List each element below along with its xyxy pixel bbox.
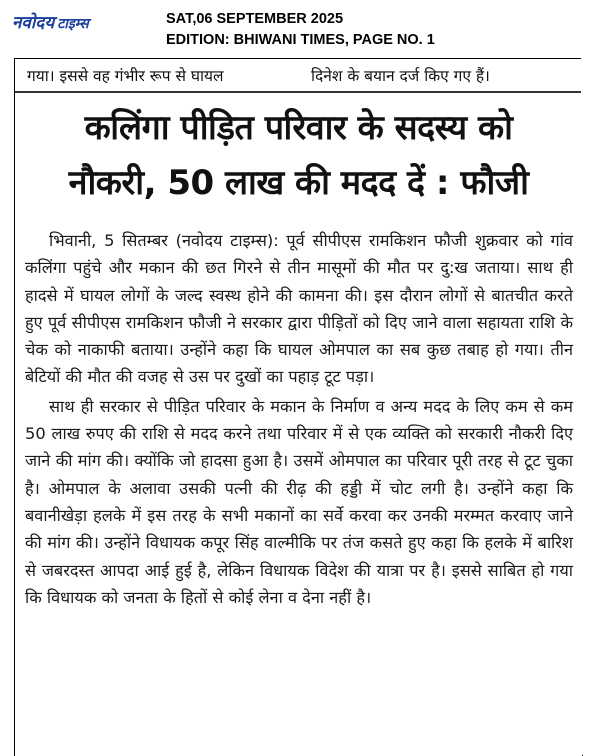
edition-info <box>166 9 435 51</box>
logo-sub-text: टाइम्स <box>57 16 89 32</box>
edition-line: EDITION: BHIWANI TIMES, PAGE NO. 1 <box>166 32 435 48</box>
previous-fragment-left: गया। इससे वह गंभीर रूप से घायल <box>27 67 224 85</box>
date-line: SAT,06 SEPTEMBER 2025 <box>166 11 344 27</box>
article-clipping <box>14 58 583 756</box>
paragraph-2: साथ ही सरकार से पीड़ित परिवार के मकान के निर्माण व अन्य मदद के लिए कम से कम 50 लाख रुपए की राशि से मदद करने तथा परिवार में से एक व्यक्ति को सरकारी नौकरी दिए जाने की मांग की। क्योंकि जो हादसा हुआ है। उसमें ओमपाल का परिवार पूरी तरह से टूट चुका है। ओमपाल के अलावा उसकी पत्नी की रीढ़ की हड्डी में चोट लगी है। उन्होंने कहा कि बवानीखेड़ा हलके में इस तरह के सभी मकानों का सर्वे करवा कर उनकी मरम्मत करवाए जाने की मांग की। उन्होंने विधायक कपूर सिंह वाल्मीकि पर तंज कसते हुए कहा कि हलके में बारिश से जबरदस्त आपदा आई हुई है, लेकिन विधायक विदेश की यात्रा पर है। इससे साबित हो गया कि विधायक को जनता के हितों से कोई लेना व देना नहीं है। <box>25 396 573 607</box>
page-margin <box>581 56 602 755</box>
headline-line-1: कलिंगा पीड़ित परिवार के सदस्य को <box>84 108 513 148</box>
page-header <box>0 0 602 56</box>
logo-main-text: नवोदय <box>12 13 55 33</box>
article-body <box>25 227 573 611</box>
previous-fragment-right: दिनेश के बयान दर्ज किए गए हैं। <box>311 67 490 85</box>
headline <box>15 101 582 211</box>
headline-line-2: नौकरी, 50 लाख की मदद दें : फौजी <box>68 163 529 203</box>
paragraph-1: भिवानी, 5 सितम्बर (नवोदय टाइम्स): पूर्व सीपीएस रामकिशन फौजी शुक्रवार को गांव कलिंगा पहुंचे और मकान की छत गिरने से तीन मासूमों की मौत पर दु:ख जताया। साथ ही हादसे में घायल लोगों के जल्द स्वस्थ होने की कामना की। इस दौरान लोगों से बातचीत करते हुए पूर्व सीपीएस रामकिशन फौजी ने सरकार द्वारा पीड़ितों को दिए जाने वाला सहायता राशि के चेक को नाकाफी बताया। उन्होंने कहा कि घायल ओमपाल का सब कुछ तबाह हो गया। तीन बेटियों की मौत की वजह से उस पर दुखों का पहाड़ टूट पड़ा। <box>25 231 573 387</box>
publication-logo <box>12 10 89 33</box>
previous-article-fragment <box>15 59 582 93</box>
